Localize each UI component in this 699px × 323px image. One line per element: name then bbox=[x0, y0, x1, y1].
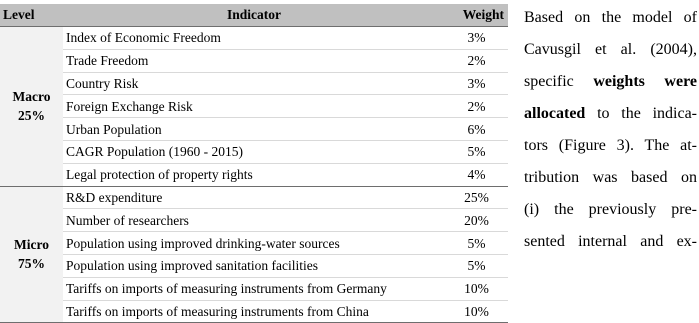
indicator-cell: Trade Freedom bbox=[63, 49, 445, 72]
weight-cell: 25% bbox=[445, 186, 508, 209]
paragraph-text: Based on the model of bbox=[524, 9, 697, 26]
header-weight: Weight bbox=[445, 4, 508, 27]
paragraph-line bbox=[524, 34, 697, 66]
table-row bbox=[0, 49, 508, 72]
weight-cell: 5% bbox=[445, 140, 508, 163]
paragraph-text: tribution was based on bbox=[524, 169, 697, 186]
table-row bbox=[0, 277, 508, 300]
table-row bbox=[0, 95, 508, 118]
paragraph-text: specific bbox=[524, 73, 594, 90]
paragraph-text: sented internal and ex- bbox=[524, 233, 697, 250]
table-row bbox=[0, 300, 508, 323]
table-row bbox=[0, 118, 508, 141]
emphasis-text: weights were bbox=[593, 73, 697, 90]
weight-cell: 3% bbox=[445, 72, 508, 95]
indicator-cell: Tariffs on imports of measuring instruments from Germany bbox=[63, 277, 445, 300]
indicator-cell: Country Risk bbox=[63, 72, 445, 95]
table-row bbox=[0, 27, 508, 50]
level-cell-macro bbox=[0, 27, 63, 187]
table-body bbox=[0, 27, 508, 323]
paragraph-line bbox=[524, 194, 697, 226]
weight-cell: 4% bbox=[445, 163, 508, 186]
body-paragraph bbox=[524, 2, 697, 258]
paragraph-text: to the indica- bbox=[585, 105, 697, 122]
indicator-weights-table bbox=[0, 4, 508, 323]
weight-cell: 20% bbox=[445, 209, 508, 232]
weight-cell: 5% bbox=[445, 254, 508, 277]
level-cell-micro bbox=[0, 186, 63, 323]
indicator-cell: Legal protection of property rights bbox=[63, 163, 445, 186]
indicator-cell: Population using improved drinking-water sources bbox=[63, 232, 445, 255]
paragraph-text: Cavusgil et al. (2004), bbox=[524, 41, 697, 58]
table-row bbox=[0, 209, 508, 232]
weight-cell: 6% bbox=[445, 118, 508, 141]
table-row bbox=[0, 186, 508, 209]
table-row bbox=[0, 72, 508, 95]
indicator-cell: Number of researchers bbox=[63, 209, 445, 232]
paragraph-line bbox=[524, 66, 697, 98]
indicator-cell: Index of Economic Freedom bbox=[63, 27, 445, 50]
paragraph-text: (i) the previously pre- bbox=[524, 201, 697, 218]
weight-cell: 2% bbox=[445, 49, 508, 72]
level-name: Macro bbox=[12, 89, 51, 105]
weight-cell: 2% bbox=[445, 95, 508, 118]
header-level: Level bbox=[0, 4, 63, 27]
table-row bbox=[0, 163, 508, 186]
indicator-cell: R&D expenditure bbox=[63, 186, 445, 209]
paragraph-text: tors (Figure 3). The at- bbox=[524, 137, 697, 154]
indicator-cell: CAGR Population (1960 - 2015) bbox=[63, 140, 445, 163]
table-row bbox=[0, 232, 508, 255]
paragraph-line bbox=[524, 98, 697, 130]
level-name: Micro bbox=[14, 237, 49, 253]
paragraph-line bbox=[524, 162, 697, 194]
weight-cell: 3% bbox=[445, 27, 508, 50]
table-row bbox=[0, 254, 508, 277]
indicator-cell: Tariffs on imports of measuring instruments from China bbox=[63, 300, 445, 323]
weight-cell: 5% bbox=[445, 232, 508, 255]
indicator-cell: Foreign Exchange Risk bbox=[63, 95, 445, 118]
weight-cell: 10% bbox=[445, 300, 508, 323]
table-row bbox=[0, 140, 508, 163]
paragraph-line bbox=[524, 2, 697, 34]
level-weight: 75% bbox=[18, 256, 45, 272]
weight-cell: 10% bbox=[445, 277, 508, 300]
header-indicator: Indicator bbox=[63, 4, 445, 27]
paragraph-line bbox=[524, 130, 697, 162]
indicator-cell: Population using improved sanitation facilities bbox=[63, 254, 445, 277]
emphasis-text: allocated bbox=[524, 105, 586, 122]
indicator-cell: Urban Population bbox=[63, 118, 445, 141]
table-header-row bbox=[0, 4, 508, 27]
paragraph-line bbox=[524, 226, 697, 258]
level-weight: 25% bbox=[18, 108, 45, 124]
